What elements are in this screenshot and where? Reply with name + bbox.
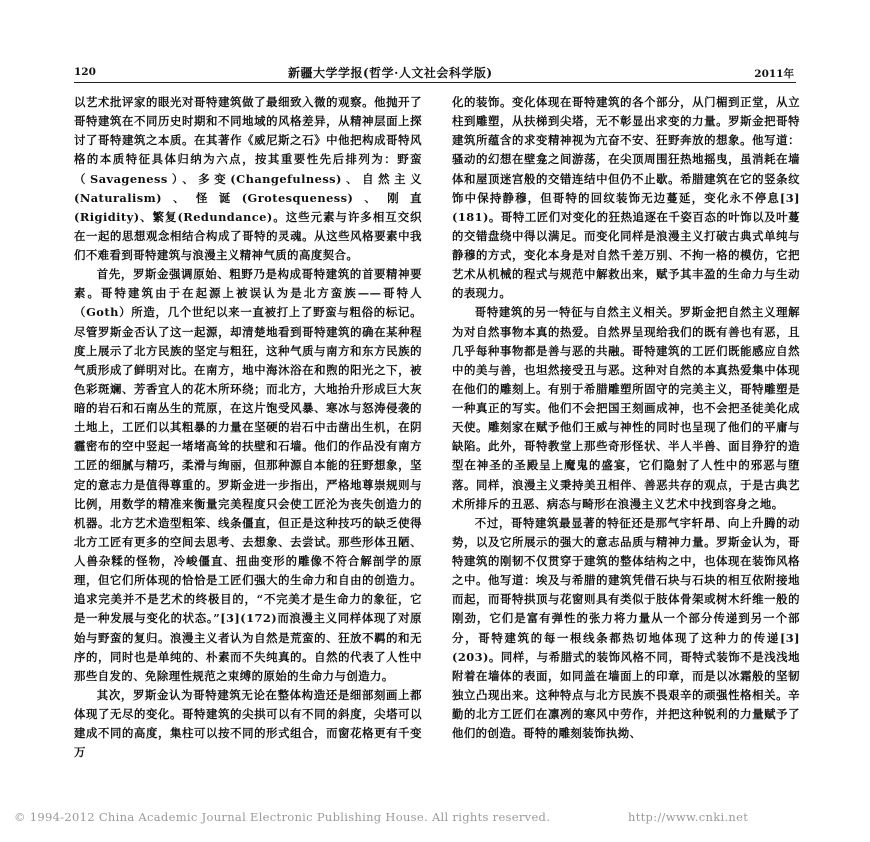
copyright-notice: © 1994-2012 China Academic Journal Electronic Publishing House. All rights reserved. xyxy=(14,810,551,824)
paragraph: 哥特建筑的另一特征与自然主义相关。罗斯金把自然主义理解为对自然事物本真的热爱。自然界呈现给我们的既有善也有恶，且几乎每种事物都是善与恶的共融。哥特建筑的工匠们既能感应自然中的美与善，也坦然接受丑与恶。这种对自然的本真热爱集中体现在他们的雕刻上。有别于希腊雕塑所固守的完美主义，哥特雕塑是一种真正的写实。他们不会把国王刻画成神，也不会把圣徒美化成天使。雕刻家在赋予他们王威与神性的同时也呈现了他们的平庸与缺陷。此外，哥特教堂上那些奇形怪状、半人半兽、面目狰狞的造型在神圣的圣殿呈上魔鬼的盛宴，它们隐射了人性中的邪恶与堕落。同样，浪漫主义秉持美丑相伴、善恶共存的观点，于是古典艺术所排斥的丑恶、病态与畸形在浪漫主义艺术中找到容身之地。 xyxy=(452,305,800,511)
page-footer xyxy=(14,810,814,826)
journal-title: 新疆大学学报(哲学·人文社会科学版) xyxy=(288,66,493,80)
footer-url: http://www.cnki.net xyxy=(628,810,749,824)
paragraph: 首先，罗斯金强调原始、粗野乃是构成哥特建筑的首要精神要素。哥特建筑由于在起源上被误认为是北方蛮族——哥特人（Goth）所造，几个世纪以来一直被打上了野蛮与粗俗的标记。尽管罗斯金否认了这一起源，却清楚地看到哥特建筑的确在某种程度上展示了北方民族的坚定与粗狂，这种气质与南方和东方民族的气质形成了鲜明对比。在南方，地中海沐浴在和煦的阳光之下，被色彩斑斓、芳香宜人的花木所环绕；而北方，大地抬升形成巨大灰暗的岩石和石南丛生的荒原，在这片饱受风暴、寒冰与怒涛侵袭的土地上，工匠们以其粗暴的力量在坚硬的岩石中击凿出生机，在阴霾密布的空中竖起一堵堵高耸的扶壁和石墙。他们的作品没有南方工匠的细腻与精巧，柔滑与绚丽，但那种源自本能的狂野想象，坚定的意志力是值得尊重的。罗斯金进一步指出，严格地尊崇规则与比例，用数学的精准来衡量完美程度只会使工匠沦为丧失创造力的机器。北方艺术造型粗笨、线条僵直，但正是这种技巧的缺乏使得北方工匠有更多的空间去思考、去想象、去尝试。那些形体丑陋、人兽杂糅的怪物，冷峻僵直、扭曲变形的雕像不符合解剖学的原理，但它们所体现的恰恰是工匠们强大的生命力和自由的创造力。追求完美并不是艺术的终极目的，“不完美才是生命力的象征，它是一种发展与变化的状态。”[3](172)而浪漫主义同样体现了对原始与野蛮的复归。浪漫主义者认为自然是荒蛮的、狂放不羁的和无序的，同时也是单纯的、朴素而不失纯真的。自然的代表了人性中那些自发的、免除理性规范之束缚的原始的生命力与创造力。 xyxy=(74,267,422,683)
paragraph: 其次，罗斯金认为哥特建筑无论在整体构造还是细部刻画上都体现了无尽的变化。哥特建筑的尖拱可以有不同的斜度，尖塔可以建成不同的高度，集柱可以按不同的形式组合，而窗花格更有千变万 xyxy=(74,687,422,760)
paragraph: 不过，哥特建筑最显著的特征还是那气宇轩昂、向上升腾的动势，以及它所展示的强大的意志品质与精神力量。罗斯金认为，哥特建筑的刚韧不仅贯穿于建筑的整体结构之中，也体现在装饰风格之中。他写道：埃及与希腊的建筑凭借石块与石块的相互依附接地而起，而哥特拱顶与花窗则具有类似于肢体骨架或树木纤维一般的刚劲，它们是富有弹性的张力将力量从一个部分传递到另一个部分，哥特建筑的每一根线条都热切地体现了这种力的传递[3](203)。同样，与希腊式的装饰风格不同，哥特式装饰不是浅浅地附着在墙体的表面，如同盖在墙面上的印章，而是以冰霜般的坚韧独立凸现出来。这种特点与北方民族不畏艰辛的顽强性格相关。辛勤的北方工匠们在凛冽的寒风中劳作，并把这种锐利的力量赋予了他们的创造。哥特的雕刻装饰执拗、 xyxy=(452,515,800,741)
page-header xyxy=(74,58,796,83)
paragraph: 以艺术批评家的眼光对哥特建筑做了最细致入微的观察。他抛开了哥特建筑在不同历史时期和不同地域的风格差异，从精神层面上探讨了哥特建筑之本质。在其著作《威尼斯之石》中他把构成哥特风格的本质特征具体归纳为六点，按其重要性先后排列为：野蛮（Savageness）、多变(Changefulness)、自然主义(Naturalism)、怪诞(Grotesqueness)、刚直(Rigidity)、繁复(Redundance)。这些元素与许多相互交织在一起的思想观念相结合构成了哥特的灵魂。从这些风格要素中我们不难看到哥特建筑与浪漫主义精神气质的高度契合。 xyxy=(74,95,422,262)
publication-year: 2011年 xyxy=(754,68,794,80)
left-column xyxy=(74,93,422,762)
page-number: 120 xyxy=(74,66,96,78)
right-column xyxy=(452,93,800,743)
paragraph: 化的装饰。变化体现在哥特建筑的各个部分，从门楣到正堂，从立柱到雕塑，从扶梯到尖塔，无不彰显出求变的力量。罗斯金把哥特建筑所蕴含的求变精神视为亢奋不安、狂野奔放的想象。他写道：骚动的幻想在壁龛之间游荡，在尖顶周围狂热地摇曳，虽消耗在墙体和屋顶迷宫般的交错连结中但仍不止歇。希腊建筑在它的竖条纹饰中保持静穆，但哥特的回纹装饰无边蔓延，变化永不停息[3](181)。哥特工匠们对变化的狂热追逐在千姿百态的叶饰以及叶蔓的交错盘绕中得以满足。而变化同样是浪漫主义打破古典式单纯与静穆的方式，变化本身是对自然千差万别、不拘一格的模仿，它把艺术从机械的程式与规范中解救出来，赋予其丰盈的生命力与生动的表现力。 xyxy=(452,95,800,301)
